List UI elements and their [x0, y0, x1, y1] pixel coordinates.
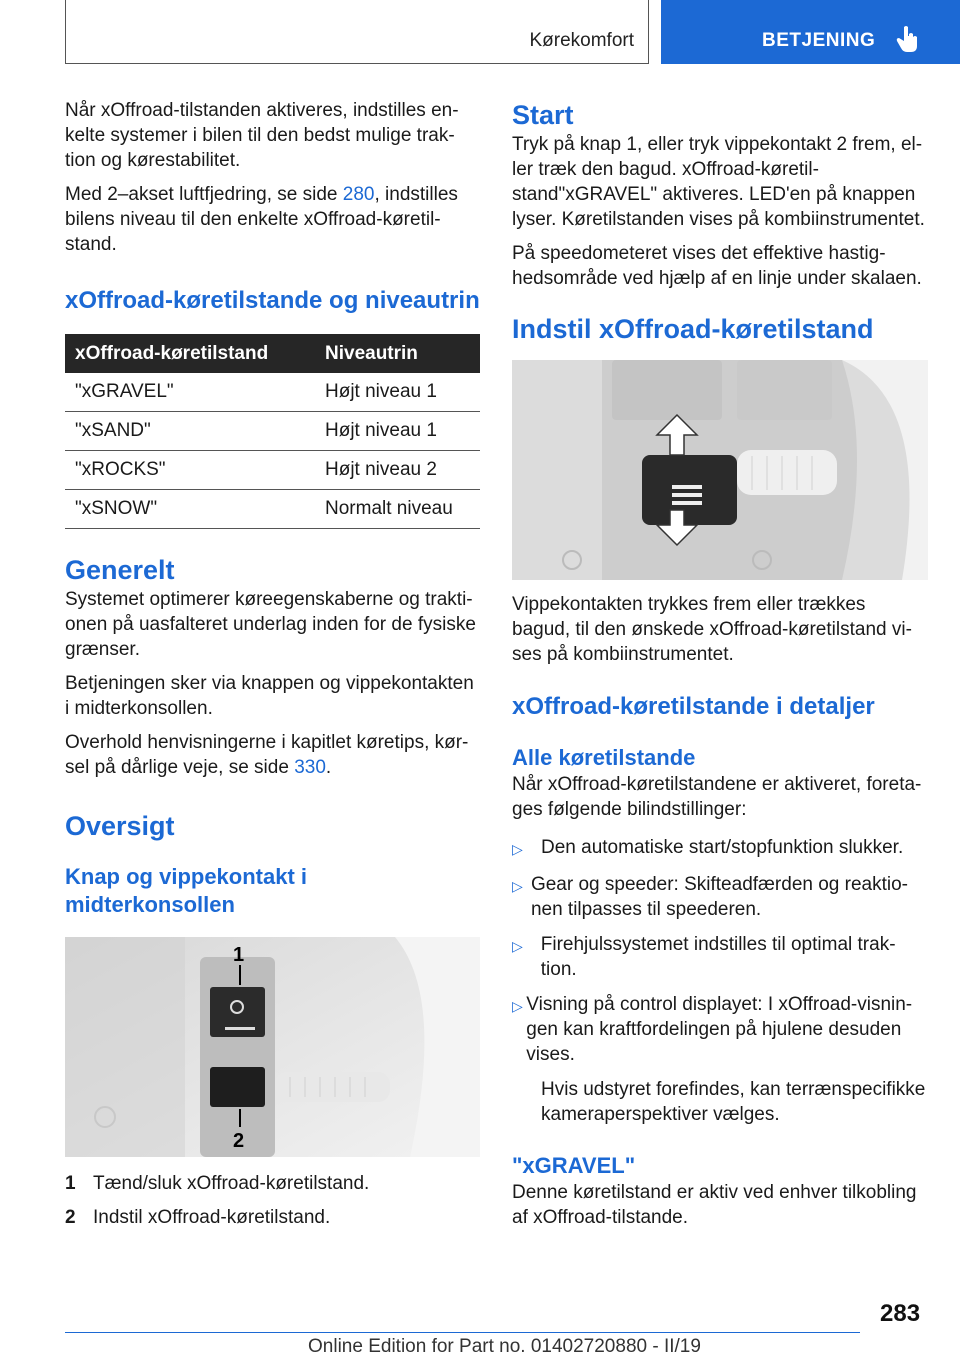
list-extra-note: Hvis udstyret forefindes, kan terrænspecifikke kameraperspektiver vælges.: [541, 1079, 926, 1125]
hand-pointer-icon: [893, 24, 923, 54]
list-item-text: Visning på control displayet: I xOffroad-visnin-gen kan kraftfordelingen på hjulene desuden vises.: [526, 994, 913, 1065]
table-cell: Højt niveau 1: [315, 412, 480, 451]
caption-number: 2: [65, 1207, 76, 1228]
table-cell: "xSNOW": [65, 490, 315, 529]
table-cell: "xSAND": [65, 412, 315, 451]
intro-text: Med 2–akset luftfjedring, se side: [65, 184, 343, 205]
intro-paragraph-2: [65, 182, 480, 257]
table-cell: Højt niveau 1: [315, 373, 480, 412]
generelt-paragraph-1: Systemet optimerer køreegenskaberne og trakti-onen på uasfalteret underlag inden for de fysiske grænser.: [65, 589, 476, 660]
header-chapter-tab: [661, 0, 960, 64]
table-cell: "xGRAVEL": [65, 373, 315, 412]
list-item: [512, 932, 928, 982]
list-item-text: Gear og speeder: Skifteadfærden og reaktio-nen tilpasses til speederen.: [530, 874, 909, 920]
triangle-bullet-icon: ▷: [512, 998, 523, 1014]
rocker-switch-illustration: [512, 360, 928, 580]
header-chapter-title: BETJENING: [762, 30, 876, 51]
gravel-paragraph-1: Denne køretilstand er aktiv ved enhver tilkobling af xOffroad-tilstande.: [512, 1182, 917, 1228]
table-heading: xOffroad-køretilstande og niveautrin: [65, 287, 480, 314]
caption-text: Tænd/sluk xOffroad-køretilstand.: [93, 1173, 370, 1194]
caption-item: [65, 1171, 480, 1196]
indstil-heading: Indstil xOffroad-køretilstand: [512, 314, 874, 344]
indstil-paragraph-1: Vippekontakten trykkes frem eller trækkes bagud, til den ønskede xOffroad-køretilstand vi-ses på kombiinstrumentet.: [512, 594, 912, 665]
table-row: [65, 373, 480, 412]
right-column: [512, 98, 928, 1239]
list-item: [512, 992, 928, 1067]
page-link-330[interactable]: 330: [294, 757, 326, 778]
generelt-paragraph-3: [65, 730, 480, 780]
knap-heading: Knap og vippekontakt i midterkonsollen: [65, 864, 308, 917]
generelt-text: Overhold henvisningerne i kapitlet køretips, kør-sel på dårlige veje, se side: [65, 732, 469, 778]
generelt-paragraph-2: Betjeningen sker via knappen og vippekontakten i midterkonsollen.: [65, 673, 474, 719]
triangle-bullet-icon: ▷: [512, 878, 523, 894]
console-photo-illustration: [65, 937, 480, 1157]
photo-label-2: 2: [233, 1130, 245, 1152]
oversigt-heading: Oversigt: [65, 811, 175, 841]
list-item: [512, 835, 928, 862]
table-row: [65, 412, 480, 451]
caption-text: Indstil xOffroad-køretilstand.: [93, 1207, 331, 1228]
start-paragraph-2: På speedometeret vises det effektive hastig-hedsområde ved hjælp af en linje under skalaen.: [512, 243, 922, 289]
list-item: [512, 872, 928, 922]
page-link-280[interactable]: 280: [342, 184, 375, 205]
list-item-text: Firehjulssystemet indstilles til optimal trak-tion.: [540, 934, 896, 980]
list-item-text: Den automatiske start/stopfunktion slukker.: [541, 837, 904, 858]
mode-level-table: [65, 334, 480, 529]
table-header-row: [65, 334, 480, 373]
intro-paragraph-1: Når xOffroad-tilstanden aktiveres, indstilles en-kelte systemer i bilen til den bedst mulige trak-tion og kørestabilitet.: [65, 100, 459, 171]
page-number: 283: [880, 1300, 921, 1327]
table-header-level: Niveautrin: [315, 334, 480, 373]
console-photo: [65, 937, 480, 1157]
photo-label-1: 1: [233, 944, 245, 966]
triangle-bullet-icon: ▷: [512, 841, 523, 857]
header-section-title: Kørekomfort: [529, 30, 634, 51]
footer-divider: [65, 1332, 860, 1333]
table-cell: "xROCKS": [65, 451, 315, 490]
rocker-switch-photo: [512, 360, 928, 580]
left-column: [65, 98, 480, 1239]
generelt-text-end: .: [325, 757, 332, 778]
start-paragraph-1: Tryk på knap 1, eller tryk vippekontakt 2 frem, el-ler træk den bagud. xOffroad-køretil-stand"xGRAVEL" aktiveres. LED'en på knappen lyser. Køretilstanden vises på kombiinstrumentet.: [512, 134, 925, 230]
table-row: [65, 490, 480, 529]
footer-edition: Online Edition for Part no. 01402720880 - II/19: [308, 1336, 701, 1357]
intro-text-end: , indstilles bilens niveau til den enkelte xOffroad-køretil-stand.: [65, 184, 458, 255]
triangle-bullet-icon: ▷: [512, 938, 523, 954]
caption-number: 1: [65, 1173, 76, 1194]
generelt-heading: Generelt: [65, 555, 175, 585]
table-row: [65, 451, 480, 490]
start-heading: Start: [512, 100, 574, 130]
alle-paragraph-1: Når xOffroad-køretilstandene er aktiveret, foreta-ges følgende bilindstillinger:: [512, 774, 922, 820]
gravel-heading: "xGRAVEL": [512, 1153, 636, 1178]
table-cell: Normalt niveau: [315, 490, 480, 529]
caption-item: [65, 1205, 480, 1230]
table-cell: Højt niveau 2: [315, 451, 480, 490]
header-section-box: [65, 0, 649, 64]
alle-heading: Alle køretilstande: [512, 745, 696, 770]
table-header-mode: xOffroad-køretilstand: [65, 334, 315, 373]
detaljer-heading: xOffroad-køretilstande i detaljer: [512, 693, 875, 720]
